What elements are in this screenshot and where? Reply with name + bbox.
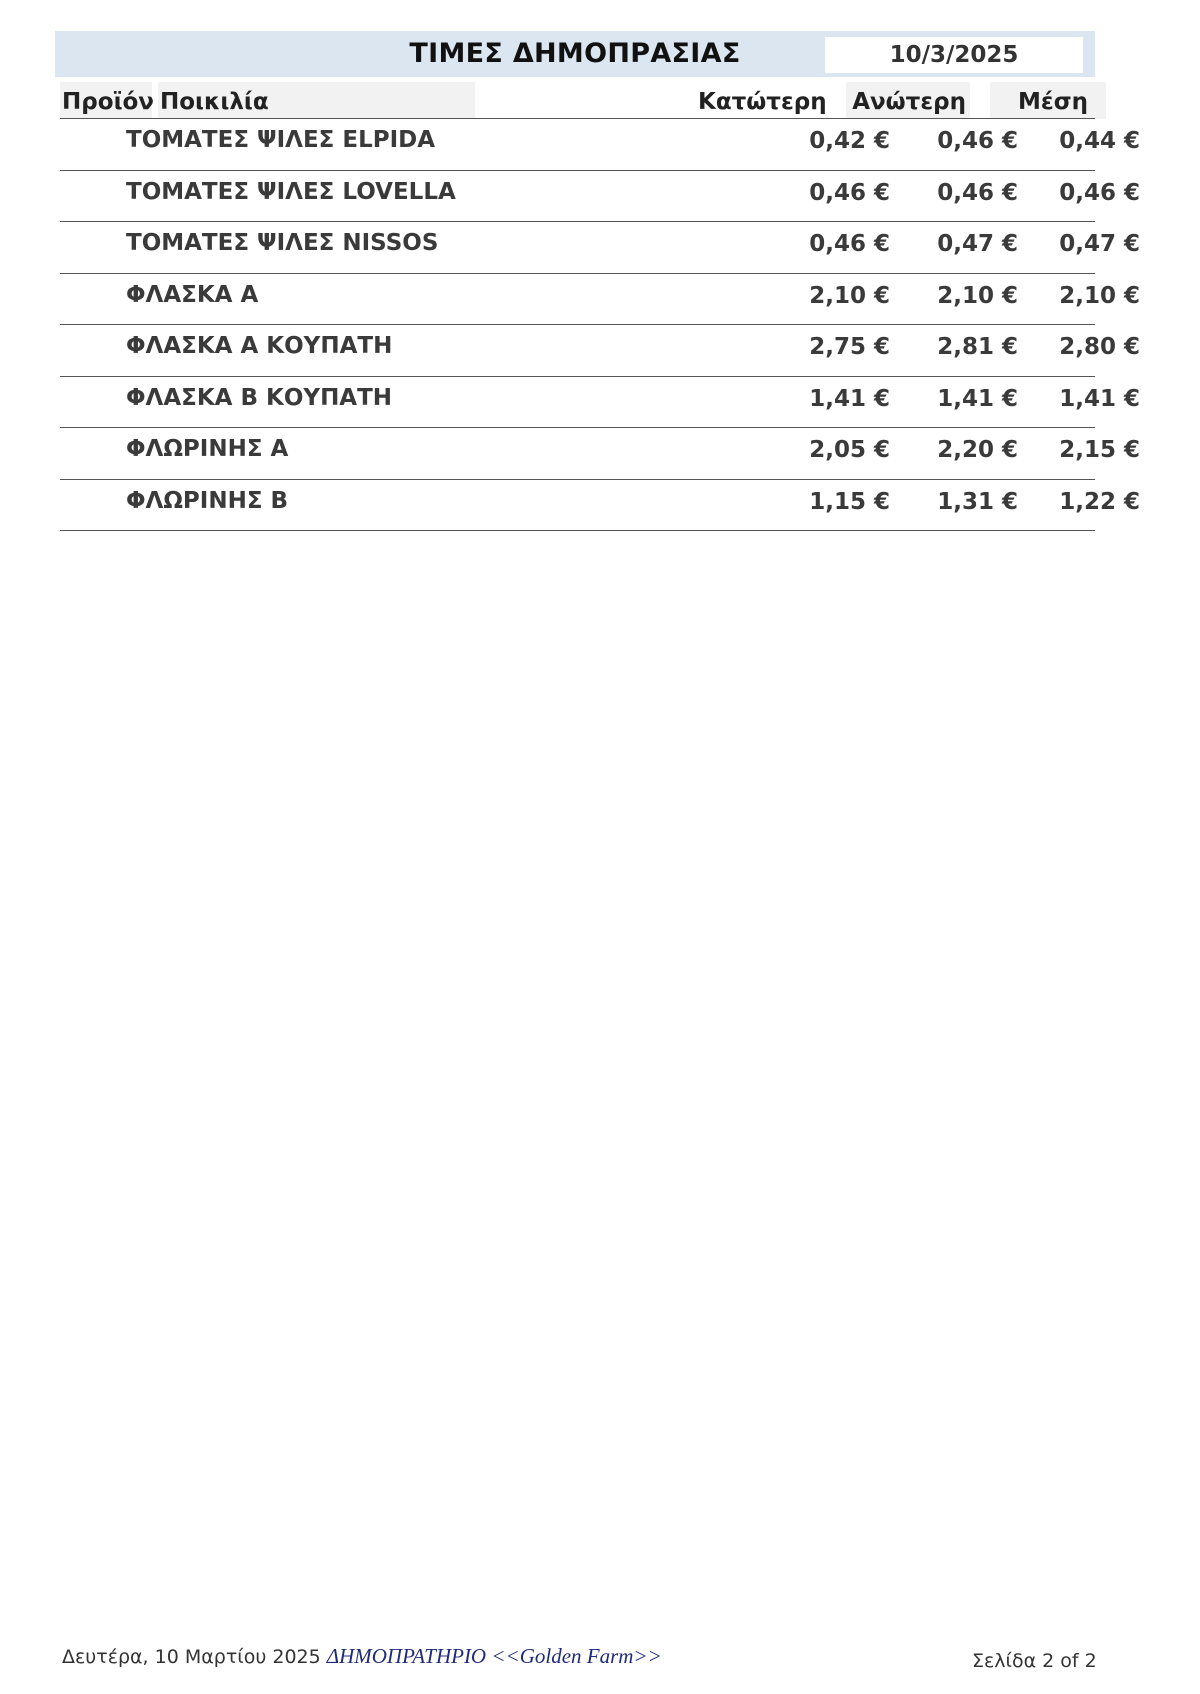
high-price: 1,41 € <box>937 385 1018 412</box>
high-price: 0,47 € <box>937 231 1018 257</box>
low-price: 1,41 € <box>809 385 890 412</box>
variety-name: ΤΟΜΑΤΕΣ ΨΙΛΕΣ LOVELLA <box>126 178 456 205</box>
high-price: 0,46 € <box>937 179 1018 206</box>
avg-price: 2,10 € <box>1059 282 1140 309</box>
low-price: 2,10 € <box>809 282 890 309</box>
table-row <box>60 325 1140 377</box>
auction-date: 10/3/2025 <box>825 37 1083 73</box>
column-header-low: Κατώτερη <box>698 82 826 119</box>
low-price: 1,15 € <box>809 488 890 515</box>
variety-name: ΦΛΑΣΚΑ Α ΚΟΥΠΑΤΗ <box>126 333 393 359</box>
variety-name: ΦΛΩΡΙΝΗΣ Α <box>126 436 289 462</box>
variety-name: ΦΛΑΣΚΑ Α <box>126 281 259 308</box>
table-row <box>60 480 1140 532</box>
footer-date-org <box>62 1644 662 1669</box>
low-price: 0,46 € <box>809 231 890 257</box>
avg-price: 1,41 € <box>1059 385 1140 412</box>
avg-price: 0,46 € <box>1059 179 1140 206</box>
avg-price: 2,15 € <box>1059 437 1140 463</box>
title-bar <box>55 31 1095 77</box>
high-price: 2,20 € <box>937 437 1018 463</box>
high-price: 0,46 € <box>937 128 1018 154</box>
column-header-variety: Ποικιλία <box>158 82 475 119</box>
avg-price: 1,22 € <box>1059 488 1140 515</box>
column-header-product: Προϊόν <box>60 82 152 119</box>
footer-date: Δευτέρα, 10 Μαρτίου 2025 <box>62 1646 321 1668</box>
high-price: 1,31 € <box>937 488 1018 515</box>
page-title: ΤΙΜΕΣ ΔΗΜΟΠΡΑΣΙΑΣ <box>409 38 741 69</box>
low-price: 2,05 € <box>809 437 890 463</box>
column-header-high: Ανώτερη <box>846 82 970 119</box>
table-row <box>60 222 1140 274</box>
high-price: 2,81 € <box>937 334 1018 360</box>
footer-organization: ΔΗΜΟΠΡΑΤΗΡΙΟ <<Golden Farm>> <box>326 1644 662 1668</box>
table-row <box>60 119 1140 171</box>
table-row <box>60 428 1140 480</box>
low-price: 2,75 € <box>809 334 890 360</box>
column-header-avg: Μέση <box>990 82 1106 119</box>
table-row <box>60 377 1140 429</box>
high-price: 2,10 € <box>937 282 1018 309</box>
table-row <box>60 274 1140 326</box>
variety-name: ΤΟΜΑΤΕΣ ΨΙΛΕΣ ELPIDA <box>126 127 436 153</box>
page-number: Σελίδα 2 of 2 <box>972 1650 1097 1672</box>
table-row <box>60 171 1140 223</box>
variety-name: ΦΛΑΣΚΑ Β ΚΟΥΠΑΤΗ <box>126 384 393 411</box>
avg-price: 0,47 € <box>1059 231 1140 257</box>
avg-price: 2,80 € <box>1059 334 1140 360</box>
avg-price: 0,44 € <box>1059 128 1140 154</box>
variety-name: ΦΛΩΡΙΝΗΣ Β <box>126 487 289 514</box>
price-table <box>60 119 1140 531</box>
variety-name: ΤΟΜΑΤΕΣ ΨΙΛΕΣ NISSOS <box>126 230 439 256</box>
low-price: 0,46 € <box>809 179 890 206</box>
low-price: 0,42 € <box>809 128 890 154</box>
